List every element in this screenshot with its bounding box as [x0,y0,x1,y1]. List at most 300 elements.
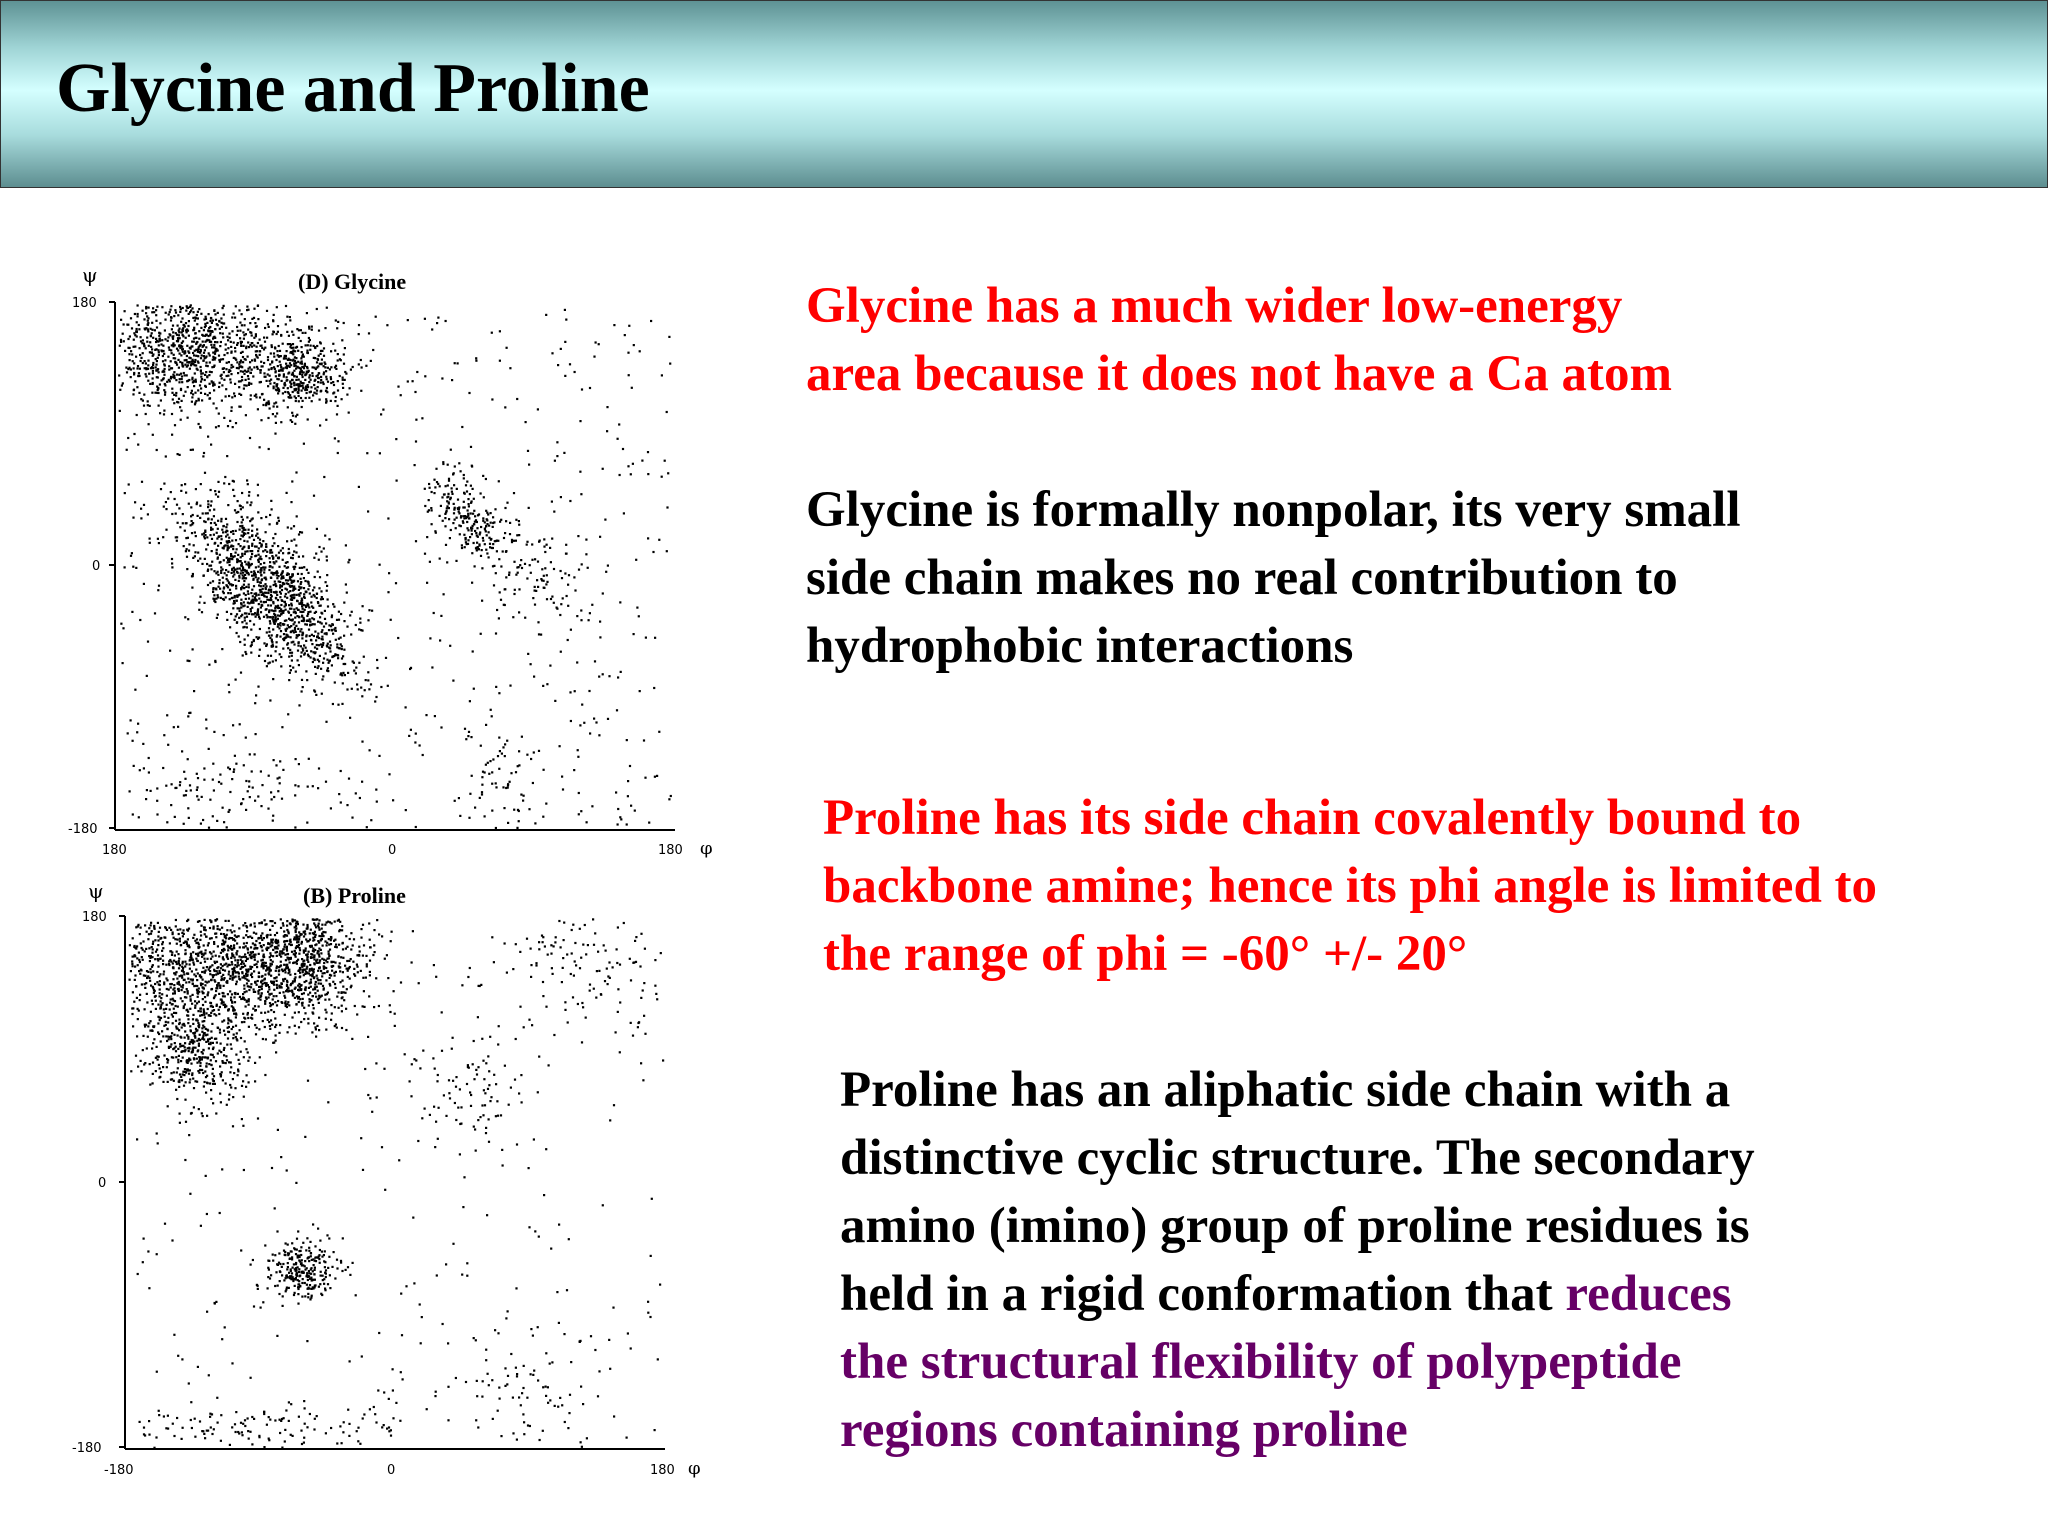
scatter-dot [498,737,500,739]
scatter-dot [175,362,177,364]
scatter-dot [195,337,197,339]
scatter-dot [131,353,133,355]
scatter-dot [300,628,302,630]
scatter-dot [277,944,279,946]
scatter-dot [276,1004,278,1006]
scatter-dot [198,943,200,945]
scatter-dot [136,957,138,959]
scatter-dot [323,365,325,367]
scatter-dot [202,341,204,343]
scatter-dot [225,388,227,390]
scatter-dot [217,571,219,573]
scatter-dot [205,365,207,367]
scatter-dot [215,493,217,495]
scatter-dot [218,535,220,537]
scatter-dot [235,530,237,532]
scatter-dot [233,342,235,344]
scatter-dot [168,927,170,929]
scatter-dot [151,332,153,334]
scatter-dot [233,944,235,946]
scatter-dot [249,437,251,439]
scatter-dot [137,365,139,367]
scatter-dot [222,950,224,952]
scatter-dot [209,397,211,399]
scatter-dot [471,533,473,535]
scatter-dot [243,388,245,390]
scatter-dot [194,1000,196,1002]
scatter-dot [238,594,240,596]
scatter-dot [303,992,305,994]
scatter-dot [292,351,294,353]
scatter-dot [250,394,252,396]
scatter-dot [360,937,362,939]
scatter-dot [204,919,206,921]
scatter-dot [499,591,501,593]
scatter-dot [279,1024,281,1026]
scatter-dot [158,332,160,334]
scatter-dot [284,1002,286,1004]
scatter-dot [207,500,209,502]
scatter-dot [358,486,360,488]
scatter-dot [200,381,202,383]
scatter-dot [157,954,159,956]
scatter-dot [267,991,269,993]
scatter-dot [221,943,223,945]
scatter-dot [175,919,177,921]
scatter-dot [261,605,263,607]
scatter-dot [279,782,281,784]
scatter-dot [512,616,514,618]
scatter-dot [155,951,157,953]
scatter-dot [617,676,619,678]
scatter-dot [320,551,322,553]
scatter-dot [267,808,269,810]
scatter-dot [322,935,324,937]
scatter-dot [159,988,161,990]
scatter-dot [257,318,259,320]
scatter-dot [240,406,242,408]
scatter-dot [293,550,295,552]
scatter-dot [263,372,265,374]
scatter-dot [189,712,191,714]
scatter-dot [604,519,606,521]
scatter-dot [152,382,154,384]
scatter-dot [546,574,548,576]
scatter-dot [327,667,329,669]
scatter-dot [221,1000,223,1002]
scatter-dot [277,605,279,607]
scatter-dot [298,533,300,535]
scatter-dot [219,562,221,564]
scatter-dot [387,591,389,593]
scatter-dot [147,938,149,940]
scatter-dot [286,574,288,576]
scatter-dot [185,310,187,312]
scatter-dot [214,543,216,545]
scatter-dot [141,983,143,985]
scatter-dot [400,394,402,396]
scatter-dot [165,529,167,531]
scatter-dot [215,990,217,992]
scatter-dot [243,587,245,589]
scatter-dot [205,727,207,729]
scatter-dot [167,498,169,500]
scatter-dot [133,373,135,375]
scatter-dot [143,405,145,407]
scatter-dot [243,984,245,986]
scatter-dot [341,1005,343,1007]
scatter-dot [239,1029,241,1031]
scatter-dot [255,1033,257,1035]
scatter-dot [154,990,156,992]
scatter-dot [334,350,336,352]
scatter-dot [287,579,289,581]
scatter-dot [496,550,498,552]
scatter-dot [176,374,178,376]
scatter-dot [241,553,243,555]
scatter-dot [200,1010,202,1012]
scatter-dot [319,363,321,365]
scatter-dot [215,994,217,996]
scatter-dot [615,791,617,793]
scatter-dot [368,995,370,997]
scatter-dot [358,333,360,335]
scatter-dot [485,478,487,480]
scatter-dot [200,962,202,964]
scatter-dot [353,662,355,664]
scatter-dot [241,621,243,623]
scatter-dot [448,518,450,520]
scatter-dot [226,549,228,551]
scatter-dot [276,636,278,638]
scatter-dot [205,346,207,348]
scatter-dot [303,596,305,598]
scatter-dot [253,970,255,972]
scatter-dot [319,341,321,343]
scatter-dot [192,937,194,939]
scatter-dot [257,795,259,797]
scatter-dot [258,1005,260,1007]
scatter-dot [152,986,154,988]
scatter-dot [668,798,670,800]
scatter-dot [235,539,237,541]
scatter-dot [232,976,234,978]
scatter-dot [212,352,214,354]
scatter-dot [201,354,203,356]
scatter-dot [271,944,273,946]
scatter-dot [616,709,618,711]
scatter-dot [318,587,320,589]
scatter-dot [283,623,285,625]
scatter-dot [278,580,280,582]
scatter-dot [491,332,493,334]
scatter-dot [560,651,562,653]
scatter-dot [257,550,259,552]
scatter-dot [308,987,310,989]
scatter-dot [318,605,320,607]
scatter-dot [235,552,237,554]
scatter-dot [232,979,234,981]
scatter-dot [191,401,193,403]
scatter-dot [257,961,259,963]
scatter-dot [312,973,314,975]
scatter-dot [133,389,135,391]
scatter-dot [533,676,535,678]
scatter-dot [228,541,230,543]
scatter-dot [281,380,283,382]
scatter-dot [195,535,197,537]
scatter-dot [344,347,346,349]
scatter-dot [266,614,268,616]
scatter-dot [140,360,142,362]
scatter-dot [340,770,342,772]
scatter-dot [211,322,213,324]
scatter-dot [315,694,317,696]
scatter-dot [149,341,151,343]
scatter-dot [287,611,289,613]
scatter-dot [210,500,212,502]
scatter-dot [294,997,296,999]
scatter-dot [330,807,332,809]
scatter-dot [252,600,254,602]
scatter-dot [188,379,190,381]
scatter-dot [272,545,274,547]
scatter-dot [124,492,126,494]
scatter-dot [227,504,229,506]
scatter-dot [381,935,383,937]
scatter-dot [126,371,128,373]
scatter-dot [257,357,259,359]
scatter-dot [366,963,368,965]
scatter-dot [204,323,206,325]
scatter-dot [132,1025,134,1027]
scatter-dot [233,938,235,940]
scatter-dot [317,621,319,623]
scatter-dot [187,758,189,760]
scatter-dot [330,350,332,352]
scatter-dot [358,324,360,326]
scatter-dot [228,691,230,693]
scatter-dot [467,509,469,511]
scatter-dot [470,502,472,504]
scatter-dot [460,470,462,472]
scatter-dot [435,468,437,470]
scatter-dot [219,345,221,347]
scatter-dot [350,948,352,950]
scatter-dot [262,1038,264,1040]
scatter-dot [313,345,315,347]
scatter-dot [177,929,179,931]
scatter-dot [142,743,144,745]
scatter-dot [409,668,411,670]
scatter-dot [158,335,160,337]
scatter-dot [168,369,170,371]
scatter-dot [220,1043,222,1045]
scatter-dot [288,1026,290,1028]
scatter-dot [242,572,244,574]
scatter-dot [504,532,506,534]
scatter-dot [288,957,290,959]
scatter-dot [163,353,165,355]
scatter-dot [229,626,231,628]
scatter-dot [302,387,304,389]
scatter-dot [375,696,377,698]
scatter-dot [366,452,368,454]
scatter-dot [242,1013,244,1015]
scatter-dot [165,1008,167,1010]
scatter-dot [186,988,188,990]
scatter-dot [325,581,327,583]
scatter-dot [247,483,249,485]
scatter-dot [285,579,287,581]
scatter-dot [465,484,467,486]
scatter-dot [275,764,277,766]
scatter-dot [148,947,150,949]
scatter-dot [302,382,304,384]
scatter-dot [184,778,186,780]
scatter-dot [171,566,173,568]
scatter-dot [553,568,555,570]
scatter-dot [467,513,469,515]
scatter-dot [564,375,566,377]
scatter-dot [226,362,228,364]
scatter-dot [280,335,282,337]
scatter-dot [171,328,173,330]
scatter-dot [230,975,232,977]
scatter-dot [428,499,430,501]
scatter-dot [559,745,561,747]
scatter-dot [349,387,351,389]
scatter-dot [338,930,340,932]
scatter-dot [205,936,207,938]
scatter-dot [148,1022,150,1024]
scatter-dot [246,570,248,572]
scatter-dot [234,619,236,621]
scatter-dot [502,786,504,788]
scatter-dot [434,715,436,717]
scatter-dot [305,605,307,607]
scatter-dot [287,343,289,345]
scatter-dot [268,988,270,990]
scatter-dot [209,938,211,940]
scatter-dot [210,958,212,960]
scatter-dot [446,510,448,512]
scatter-dot [213,515,215,517]
scatter-dot [261,980,263,982]
scatter-dot [245,346,247,348]
scatter-dot [504,588,506,590]
scatter-dot [208,565,210,567]
scatter-dot [216,918,218,920]
scatter-dot [145,362,147,364]
scatter-dot [226,611,228,613]
scatter-dot [282,370,284,372]
scatter-dot [157,939,159,941]
scatter-dot [293,382,295,384]
scatter-dot [481,791,483,793]
scatter-dot [153,311,155,313]
scatter-dot [147,328,149,330]
scatter-dot [479,797,481,799]
scatter-dot [374,700,376,702]
scatter-dot [295,671,297,673]
scatter-dot [300,397,302,399]
scatter-dot [149,957,151,959]
scatter-dot [232,607,234,609]
scatter-dot [273,405,275,407]
scatter-dot [468,517,470,519]
scatter-dot [307,613,309,615]
scatter-dot [306,634,308,636]
scatter-dot [316,593,318,595]
scatter-dot [293,525,295,527]
scatter-dot [240,508,242,510]
scatter-dot [204,393,206,395]
scatter-dot [196,938,198,940]
scatter-dot [142,352,144,354]
scatter-dot [294,784,296,786]
scatter-dot [627,465,629,467]
scatter-dot [181,362,183,364]
scatter-dot [248,382,250,384]
scatter-dot [231,1001,233,1003]
scatter-dot [157,589,159,591]
scatter-dot [307,386,309,388]
scatter-dot [219,382,221,384]
scatter-dot [246,1013,248,1015]
scatter-dot [283,373,285,375]
scatter-dot [226,561,228,563]
scatter-dot [187,618,189,620]
scatter-dot [249,536,251,538]
scatter-dot [461,547,463,549]
scatter-dot [647,473,649,475]
scatter-dot [382,409,384,411]
scatter-dot [181,381,183,383]
scatter-dot [325,376,327,378]
scatter-dot [280,982,282,984]
scatter-dot [452,680,454,682]
scatter-dot [329,660,331,662]
scatter-dot [223,371,225,373]
scatter-dot [122,662,124,664]
scatter-dot [298,664,300,666]
scatter-dot [322,662,324,664]
scatter-dot [251,1018,253,1020]
scatter-dot [224,572,226,574]
scatter-dot [314,691,316,693]
scatter-dot [297,609,299,611]
scatter-dot [443,494,445,496]
scatter-dot [643,739,645,741]
scatter-dot [544,551,546,553]
scatter-dot [254,702,256,704]
scatter-dot [476,535,478,537]
scatter-dot [280,574,282,576]
scatter-dot [188,817,190,819]
scatter-dot [205,548,207,550]
scatter-dot [294,627,296,629]
scatter-dot [132,360,134,362]
scatter-dot [280,421,282,423]
x-tick-label: 180 [102,843,127,858]
scatter-dot [281,571,283,573]
scatter-dot [260,545,262,547]
scatter-dot [259,354,261,356]
scatter-dot [206,322,208,324]
scatter-dot [268,635,270,637]
scatter-dot [160,349,162,351]
